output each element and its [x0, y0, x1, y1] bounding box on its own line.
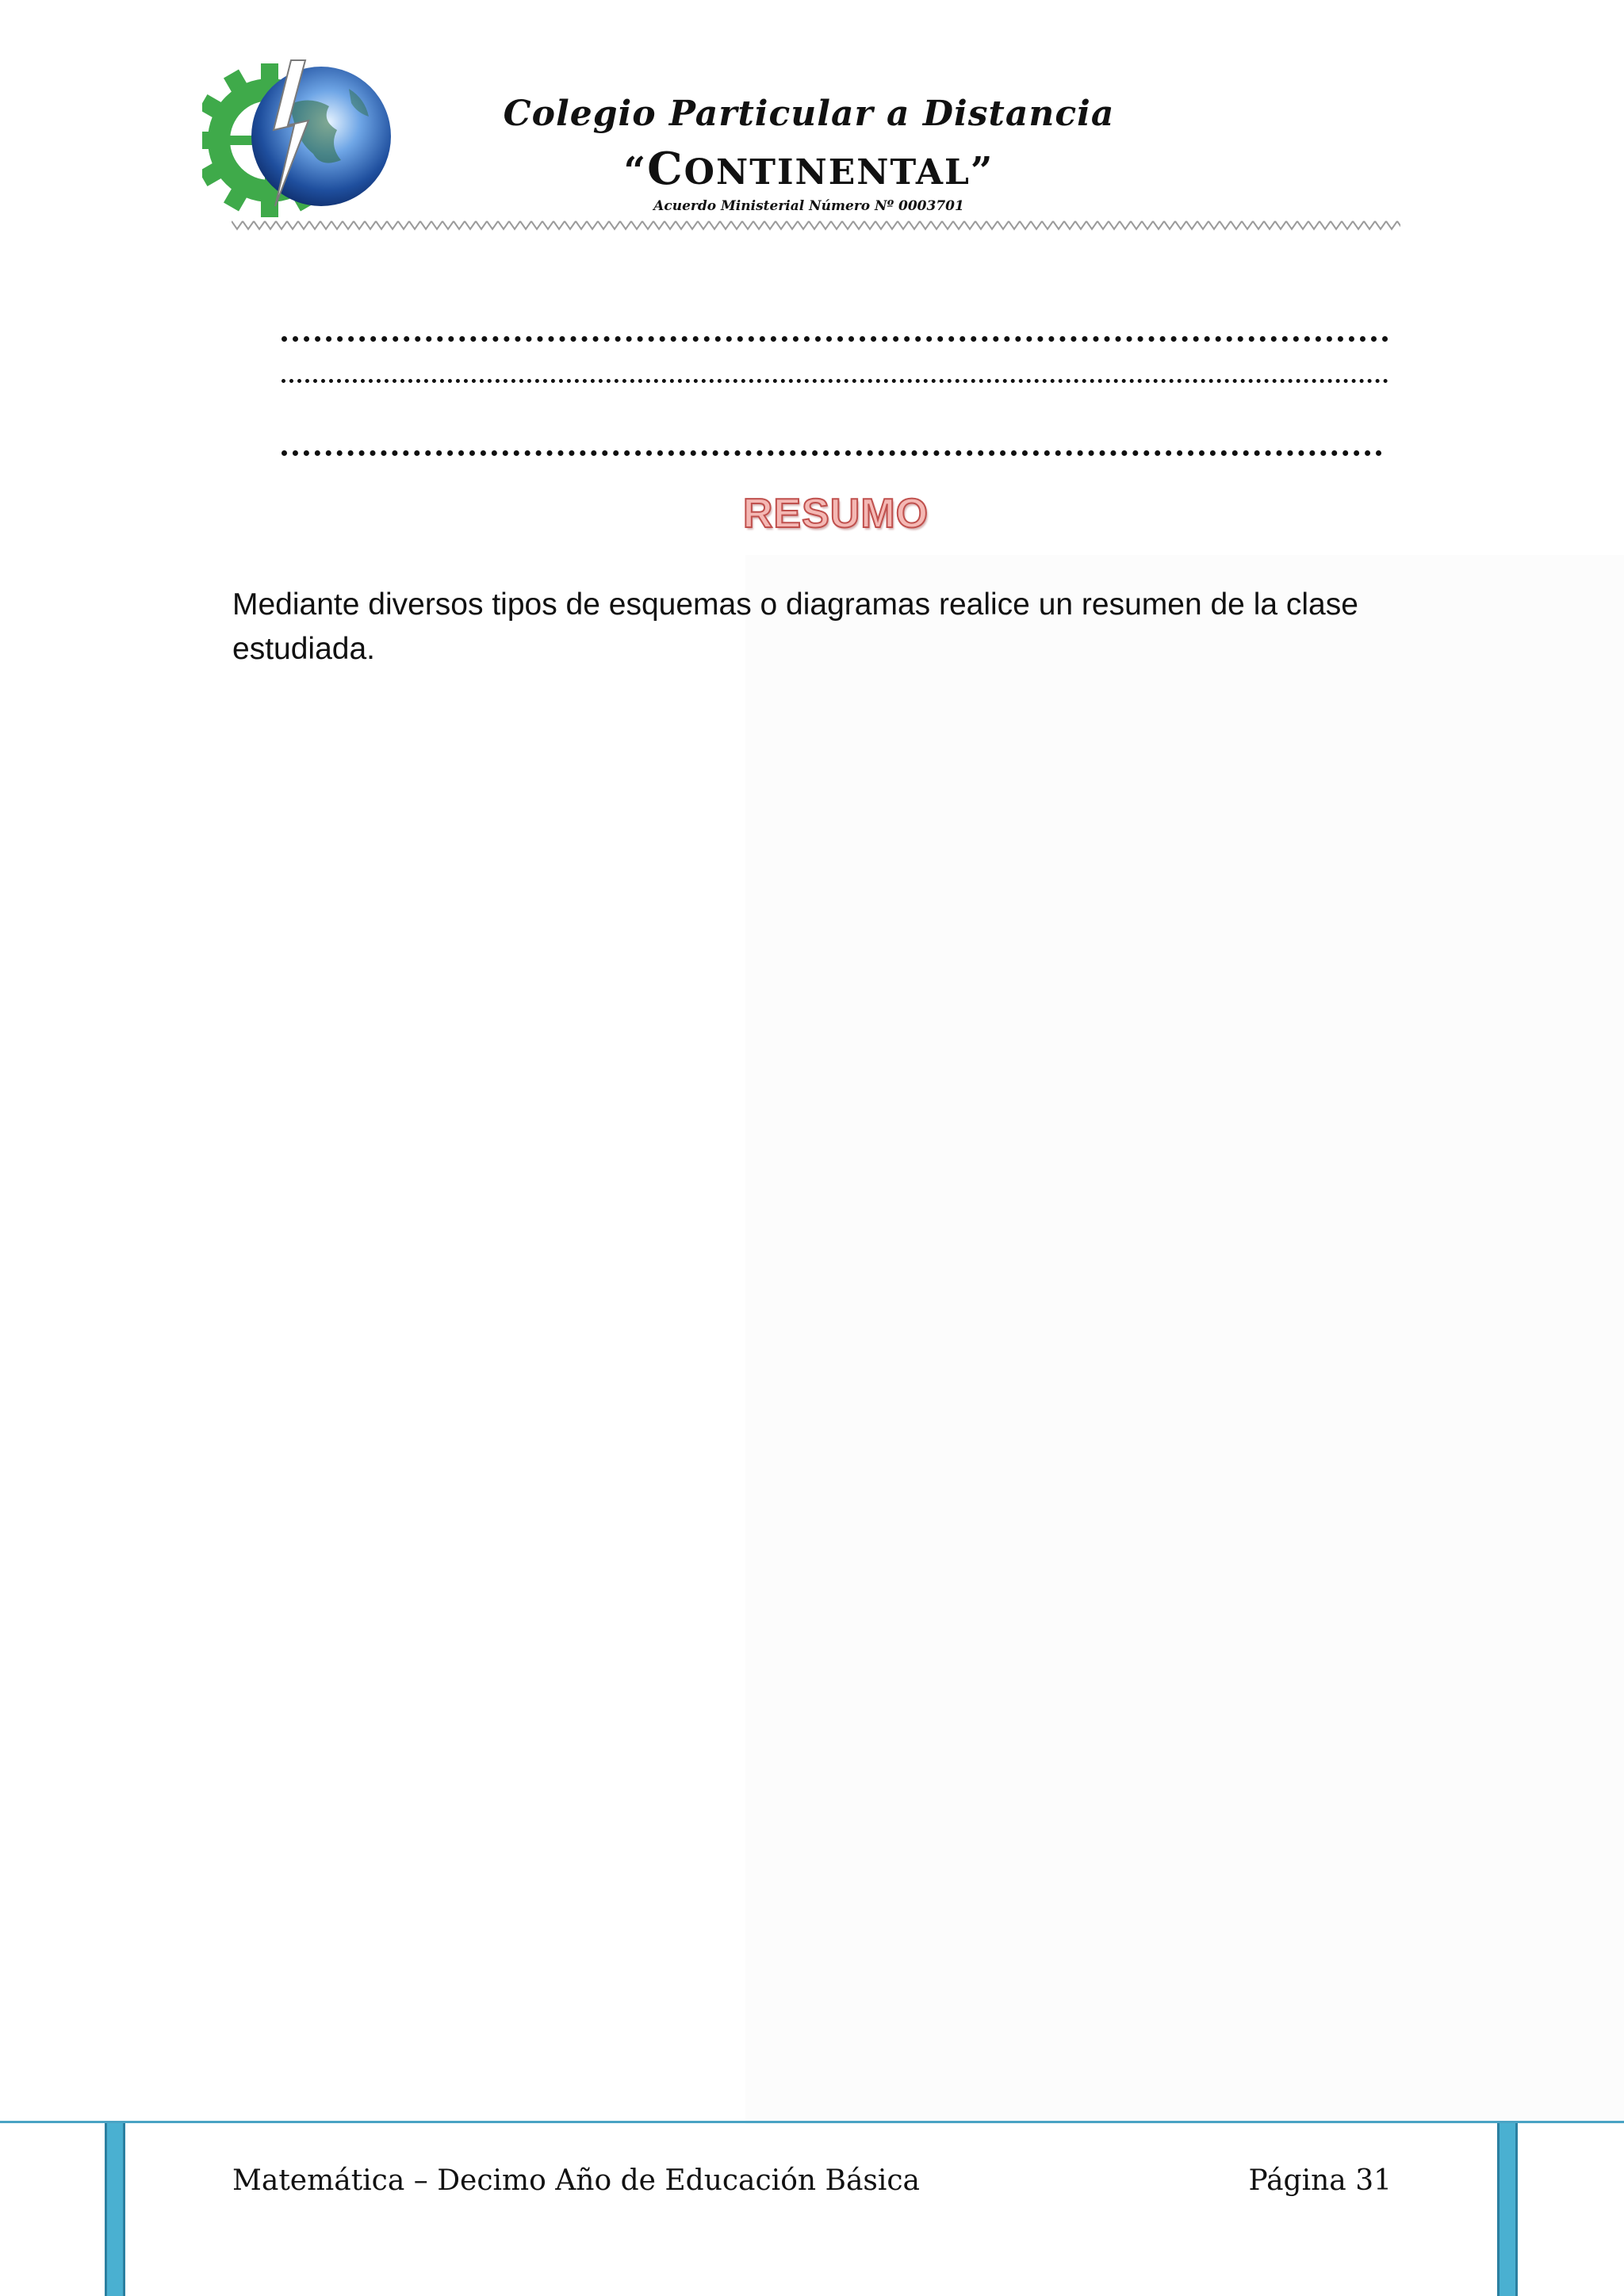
school-logo [202, 57, 396, 224]
footer-subject: Matemática – Decimo Año de Educación Básica [232, 2164, 921, 2197]
page-background [745, 555, 1624, 2125]
footer-left-bar [105, 2123, 125, 2296]
school-name-rest: ONTINENTAL [684, 152, 971, 193]
school-name [444, 143, 1174, 195]
school-name-open-quote: “ [623, 149, 648, 193]
answer-line [282, 328, 1388, 342]
answer-line [282, 442, 1382, 456]
page-number: Página 31 [1248, 2164, 1392, 2197]
school-title: Colegio Particular a Distancia [503, 94, 1115, 134]
footer-right-bar [1497, 2123, 1518, 2296]
ministerial-agreement: Acuerdo Ministerial Número Nº 0003701 [653, 198, 964, 214]
footer-rule [0, 2121, 1624, 2123]
school-name-close-quote: ” [970, 149, 994, 193]
answer-line [282, 371, 1388, 383]
header-divider [232, 219, 1400, 232]
section-heading: RESUMO [742, 491, 929, 537]
school-name-initial: C [647, 143, 684, 195]
instructions-text: Mediante diversos tipos de esquemas o diagramas realice un resumen de la clase estudiada. [232, 587, 1358, 666]
